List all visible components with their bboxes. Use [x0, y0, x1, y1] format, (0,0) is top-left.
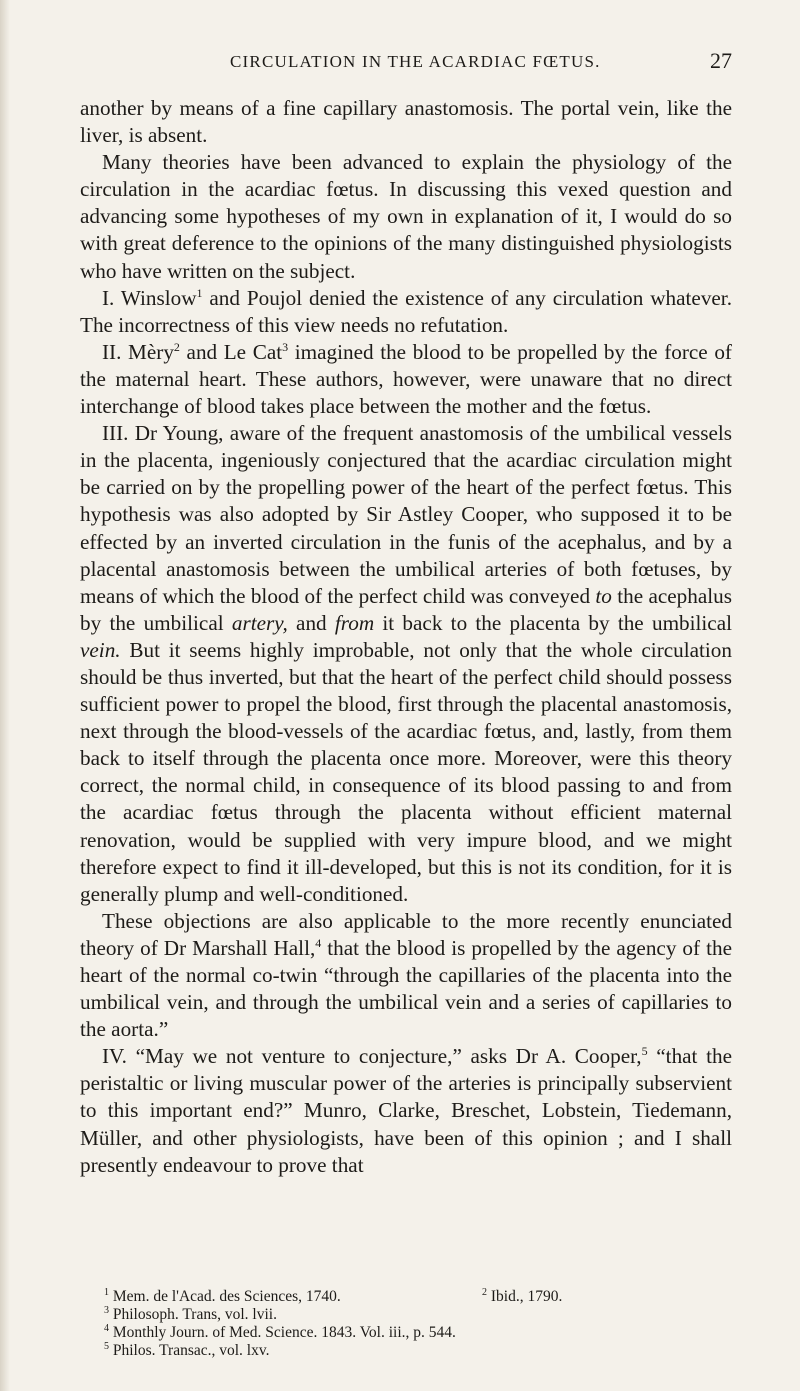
- footnote: [80, 1324, 732, 1342]
- text-run: Many theories have been advanced to explain the physiology of the circulation in the acardiac fœtus. In discussing this vexed question and advancing some hypotheses of my own in explanation of it, I would do so with great deference to the opinions of the many distinguished physiologists who have written on the subject.: [80, 150, 732, 283]
- text-run: I. Winslow: [102, 285, 197, 310]
- footnote-ref: 5: [641, 1044, 648, 1059]
- footnote-text: Philos. Transac., vol. lxv.: [112, 1342, 270, 1359]
- page-number: 27: [710, 48, 732, 73]
- body-text: [80, 95, 732, 1179]
- footnote-ref: 4: [315, 935, 322, 950]
- page-edge-shadow: [0, 0, 10, 1391]
- italic-run: to: [595, 583, 612, 608]
- footnote-text: Mem. de l'Acad. des Sciences, 1740.: [112, 1288, 341, 1305]
- italic-run: from: [334, 610, 375, 635]
- footnote-ref: 2: [173, 339, 180, 354]
- italic-run: vein.: [80, 637, 121, 662]
- footnote-text: Monthly Journ. of Med. Science. 1843. Vol. iii., p. 544.: [112, 1324, 456, 1341]
- text-run: But it seems highly improbable, not only that the whole circulation should be thus inverted, but that the heart of the perfect child should possess sufficient power to propel the blood, first through the placental anastomosis, next through the blood-vessels of the acardiac fœtus, and, lastly, from them back to itself through the placenta once more. Moreover, were this theory correct, the normal child, in consequence of its blood passing to and from the acardiac fœtus through the placenta without efficient maternal renovation, would be supplied with very impure blood, and we might therefore expect to find it ill-developed, but this is not its condition, for it is generally plump and well-conditioned.: [80, 637, 732, 906]
- footnote-ref: 3: [282, 339, 289, 354]
- footnote-mark: 4: [104, 1323, 109, 1334]
- text-run: and Poujol denied the existence of any circulation whatever. The incorrectness of this view needs no refutation.: [80, 285, 732, 337]
- text-run: II. Mèry: [102, 339, 174, 364]
- footnote: [80, 1342, 732, 1360]
- paragraph: [80, 149, 732, 284]
- footnote: [80, 1288, 732, 1306]
- footnote-mark: 5: [104, 1341, 109, 1352]
- text-run: and Le Cat: [179, 339, 283, 364]
- footnote-text: Ibid., 1790.: [490, 1288, 563, 1305]
- running-header: [80, 48, 732, 78]
- text-run: IV. “May we not venture to conjecture,” asks Dr A. Cooper,: [102, 1044, 642, 1069]
- paragraph: [80, 339, 732, 420]
- text-run: and: [287, 610, 335, 635]
- text-run: it back to the placenta by the umbilical: [374, 610, 732, 635]
- text-run: the acephalus by the umbilical: [80, 583, 732, 635]
- footnote-mark: 1: [104, 1287, 109, 1298]
- text-run: These objections are also applicable to the more recently enunciated theory of Dr Marshall Hall,: [80, 908, 732, 960]
- paragraph: [80, 908, 732, 1043]
- italic-run: artery,: [231, 610, 288, 635]
- footnote: [80, 1306, 732, 1324]
- paragraph: [80, 420, 732, 908]
- footnote-mark: 2: [482, 1287, 487, 1298]
- running-title: CIRCULATION IN THE ACARDIAC FŒTUS.: [230, 52, 601, 71]
- text-run: that the blood is propelled by the agency of the heart of the normal co-twin “through the capillaries of the placenta into the umbilical vein, and through the umbilical vein and a series of capillaries to the aorta.”: [80, 935, 732, 1042]
- footnote-ref: 1: [196, 285, 203, 300]
- text-run: imagined the blood to be propelled by the force of the maternal heart. These authors, however, were unaware that no direct interchange of blood takes place between the mother and the fœtus.: [80, 339, 732, 419]
- footnote-mark: 3: [104, 1305, 109, 1316]
- footnote: [482, 1288, 562, 1306]
- text-run: III. Dr Young, aware of the frequent anastomosis of the umbilical vessels in the placenta, ingeniously conjectured that the acardiac circulation might be carried on by the propelling power of the heart of the perfect fœtus. This hypothesis was also adopted by Sir Astley Cooper, who supposed it to be effected by an inverted circulation in the funis of the acephalus, and by a placental anastomosis between the umbilical arteries of both fœtuses, by means of which the blood of the perfect child was conveyed: [80, 421, 732, 608]
- paragraph: [80, 95, 732, 149]
- text-run: another by means of a fine capillary anastomosis. The portal vein, like the liver, is absent.: [80, 96, 732, 148]
- text-run: “that the peristaltic or living muscular power of the arteries is principally subservient to this important end?” Munro, Clarke, Breschet, Lobstein, Tiedemann, Müller, and other physiologists, have been of this opinion ; and I shall presently endeavour to prove that: [80, 1044, 732, 1177]
- footnote-text: Philosoph. Trans, vol. lvii.: [112, 1306, 277, 1323]
- footnotes: [80, 1288, 732, 1360]
- paragraph: [80, 1043, 732, 1178]
- paragraph: [80, 285, 732, 339]
